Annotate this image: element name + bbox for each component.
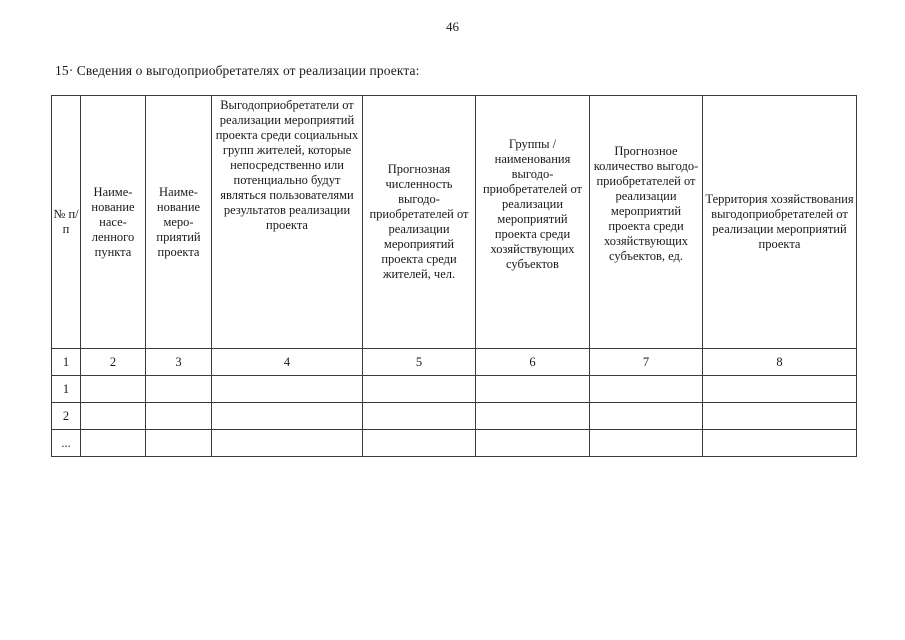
column-number-cell: 2 <box>81 349 146 376</box>
header-cell-social-beneficiaries: Выгодоприобретатели от реализации мероприятий проекта среди социальных групп жителей, которые непосредственно или потенциально будут являться пользователями результатов реализации проекта <box>212 96 363 349</box>
column-number-cell: 8 <box>703 349 857 376</box>
table-cell-index: ... <box>52 430 81 457</box>
table-cell <box>146 403 212 430</box>
table-cell <box>590 430 703 457</box>
table-row <box>52 403 857 430</box>
column-number-cell: 1 <box>52 349 81 376</box>
table-cell <box>81 403 146 430</box>
table-cell <box>81 376 146 403</box>
column-number-cell: 4 <box>212 349 363 376</box>
header-cell-settlement: Наиме-нование насе-ленного пункта <box>81 96 146 349</box>
column-number-cell: 6 <box>476 349 590 376</box>
table-row <box>52 430 857 457</box>
table-cell <box>703 376 857 403</box>
column-number-cell: 7 <box>590 349 703 376</box>
table-cell <box>703 403 857 430</box>
table-row <box>52 376 857 403</box>
table-cell <box>81 430 146 457</box>
header-cell-forecast-residents: Прогнозная численность выгодо-приобретателей от реализации мероприятий проекта среди жителей, чел. <box>363 96 476 349</box>
header-cell-activities: Наиме-нование меро-приятий проекта <box>146 96 212 349</box>
table-cell <box>363 403 476 430</box>
table-cell <box>476 376 590 403</box>
table-cell <box>146 430 212 457</box>
table-cell <box>212 430 363 457</box>
header-cell-number: № п/п <box>52 96 81 349</box>
page-number: 46 <box>446 19 459 34</box>
section-heading: 15· Сведения о выгодоприобретателях от реализации проекта: <box>55 63 420 78</box>
table-cell <box>212 403 363 430</box>
column-number-cell: 3 <box>146 349 212 376</box>
table-cell <box>363 376 476 403</box>
header-cell-business-groups: Группы / наименования выгодо-приобретателей от реализации мероприятий проекта среди хозяйствующих субъектов <box>476 96 590 349</box>
table-cell <box>590 403 703 430</box>
header-cell-forecast-businesses: Прогнозное количество выгодо-приобретателей от реализации мероприятий проекта среди хозяйствующих субъектов, ед. <box>590 96 703 349</box>
table-cell <box>212 376 363 403</box>
table-cell-index: 2 <box>52 403 81 430</box>
table-cell <box>476 403 590 430</box>
table-cell <box>703 430 857 457</box>
table-header-row <box>52 96 857 349</box>
table-cell <box>590 376 703 403</box>
header-cell-territory: Территория хозяйствования выгодоприобретателей от реализации мероприятий проекта <box>703 96 857 349</box>
beneficiaries-table <box>51 95 857 457</box>
table-cell <box>476 430 590 457</box>
column-number-cell: 5 <box>363 349 476 376</box>
table-cell <box>146 376 212 403</box>
column-number-row <box>52 349 857 376</box>
table-cell <box>363 430 476 457</box>
table-cell-index: 1 <box>52 376 81 403</box>
